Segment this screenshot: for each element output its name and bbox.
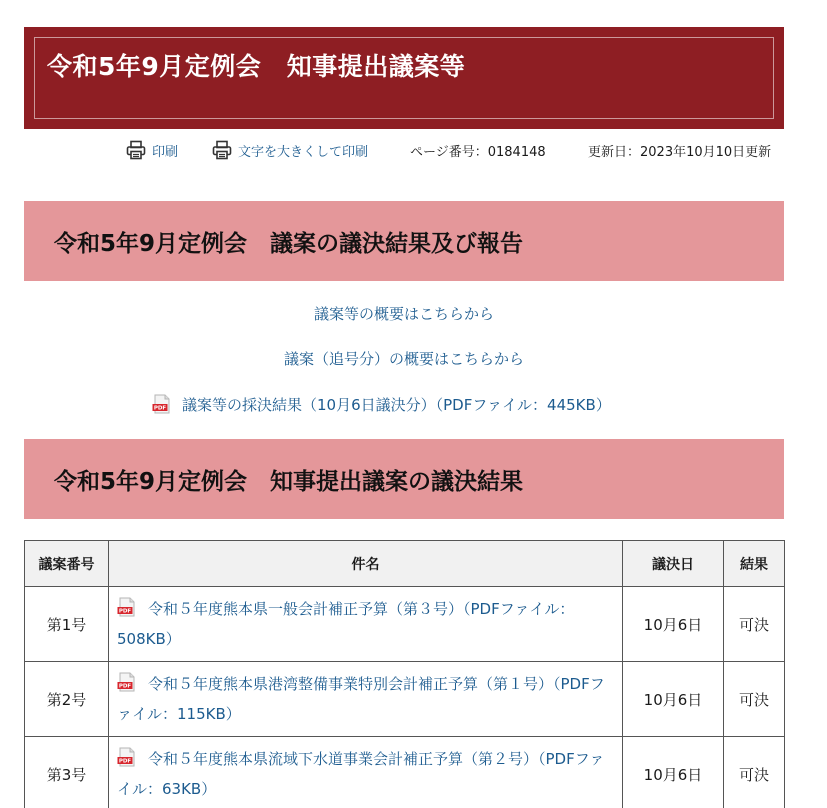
updated-date: 更新日：2023年10月10日更新 — [588, 144, 772, 160]
vote-date: 10月6日 — [623, 662, 724, 737]
bill-title[interactable]: 令和５年度熊本県一般会計補正予算（第３号）（PDFファイル：508KB） — [117, 600, 575, 648]
vote-date: 10月6日 — [623, 587, 724, 662]
vote-result: 可決 — [724, 587, 785, 662]
page-title-banner — [24, 27, 784, 129]
bill-title-cell — [109, 662, 623, 737]
print-large-button[interactable] — [212, 139, 368, 161]
bill-pdf-link[interactable] — [117, 675, 605, 723]
vote-date: 10月6日 — [623, 737, 724, 808]
vote-result: 可決 — [724, 737, 785, 808]
bill-title-cell — [109, 587, 623, 662]
bill-pdf-link[interactable] — [117, 600, 574, 648]
bill-title[interactable]: 令和５年度熊本県流域下水道事業会計補正予算（第２号）（PDFファイル：63KB） — [117, 750, 605, 798]
pdf-icon — [117, 597, 137, 617]
bill-title[interactable]: 令和５年度熊本県港湾整備事業特別会計補正予算（第１号）（PDFファイル：115KB） — [117, 675, 605, 723]
printer-icon — [212, 140, 232, 160]
section-heading-text: 令和5年9月定例会 議案の議決結果及び報告 — [54, 231, 524, 257]
vote-result: 可決 — [724, 662, 785, 737]
bill-pdf-link[interactable] — [117, 750, 604, 798]
printer-icon — [126, 140, 146, 160]
section-heading-governor-bills — [24, 439, 784, 519]
bill-number: 第2号 — [25, 662, 109, 737]
page-number: ページ番号：0184148 — [410, 144, 546, 160]
page-title: 令和5年9月定例会 知事提出議案等 — [47, 52, 466, 81]
header-result: 結果 — [724, 541, 785, 587]
print-link[interactable]: 印刷 — [152, 144, 179, 160]
header-bill-number: 議案番号 — [25, 541, 109, 587]
print-button[interactable] — [126, 139, 178, 161]
bill-title-cell — [109, 737, 623, 808]
bill-number: 第3号 — [25, 737, 109, 808]
overview-link[interactable]: 議案等の概要はこちらから — [313, 305, 494, 323]
vote-results-pdf-link[interactable] — [152, 393, 611, 415]
print-large-link[interactable]: 文字を大きくして印刷 — [238, 144, 369, 160]
table-header-row — [25, 541, 785, 587]
pdf-icon — [152, 394, 172, 414]
header-vote-date: 議決日 — [623, 541, 724, 587]
pdf-icon — [117, 672, 137, 692]
bill-number: 第1号 — [25, 587, 109, 662]
bill-results-table — [24, 540, 785, 808]
table-row — [25, 662, 785, 737]
additional-overview-link[interactable]: 議案（追号分）の概要はこちらから — [283, 350, 524, 368]
table-row — [25, 587, 785, 662]
table-row — [25, 737, 785, 808]
header-title: 件名 — [109, 541, 623, 587]
section-heading-results-reports — [24, 201, 784, 281]
pdf-icon — [117, 747, 137, 767]
vote-results-pdf-label[interactable]: 議案等の採決結果（10月6日議決分）（PDFファイル：445KB） — [182, 395, 611, 414]
section-heading-text: 令和5年9月定例会 知事提出議案の議決結果 — [54, 469, 524, 495]
